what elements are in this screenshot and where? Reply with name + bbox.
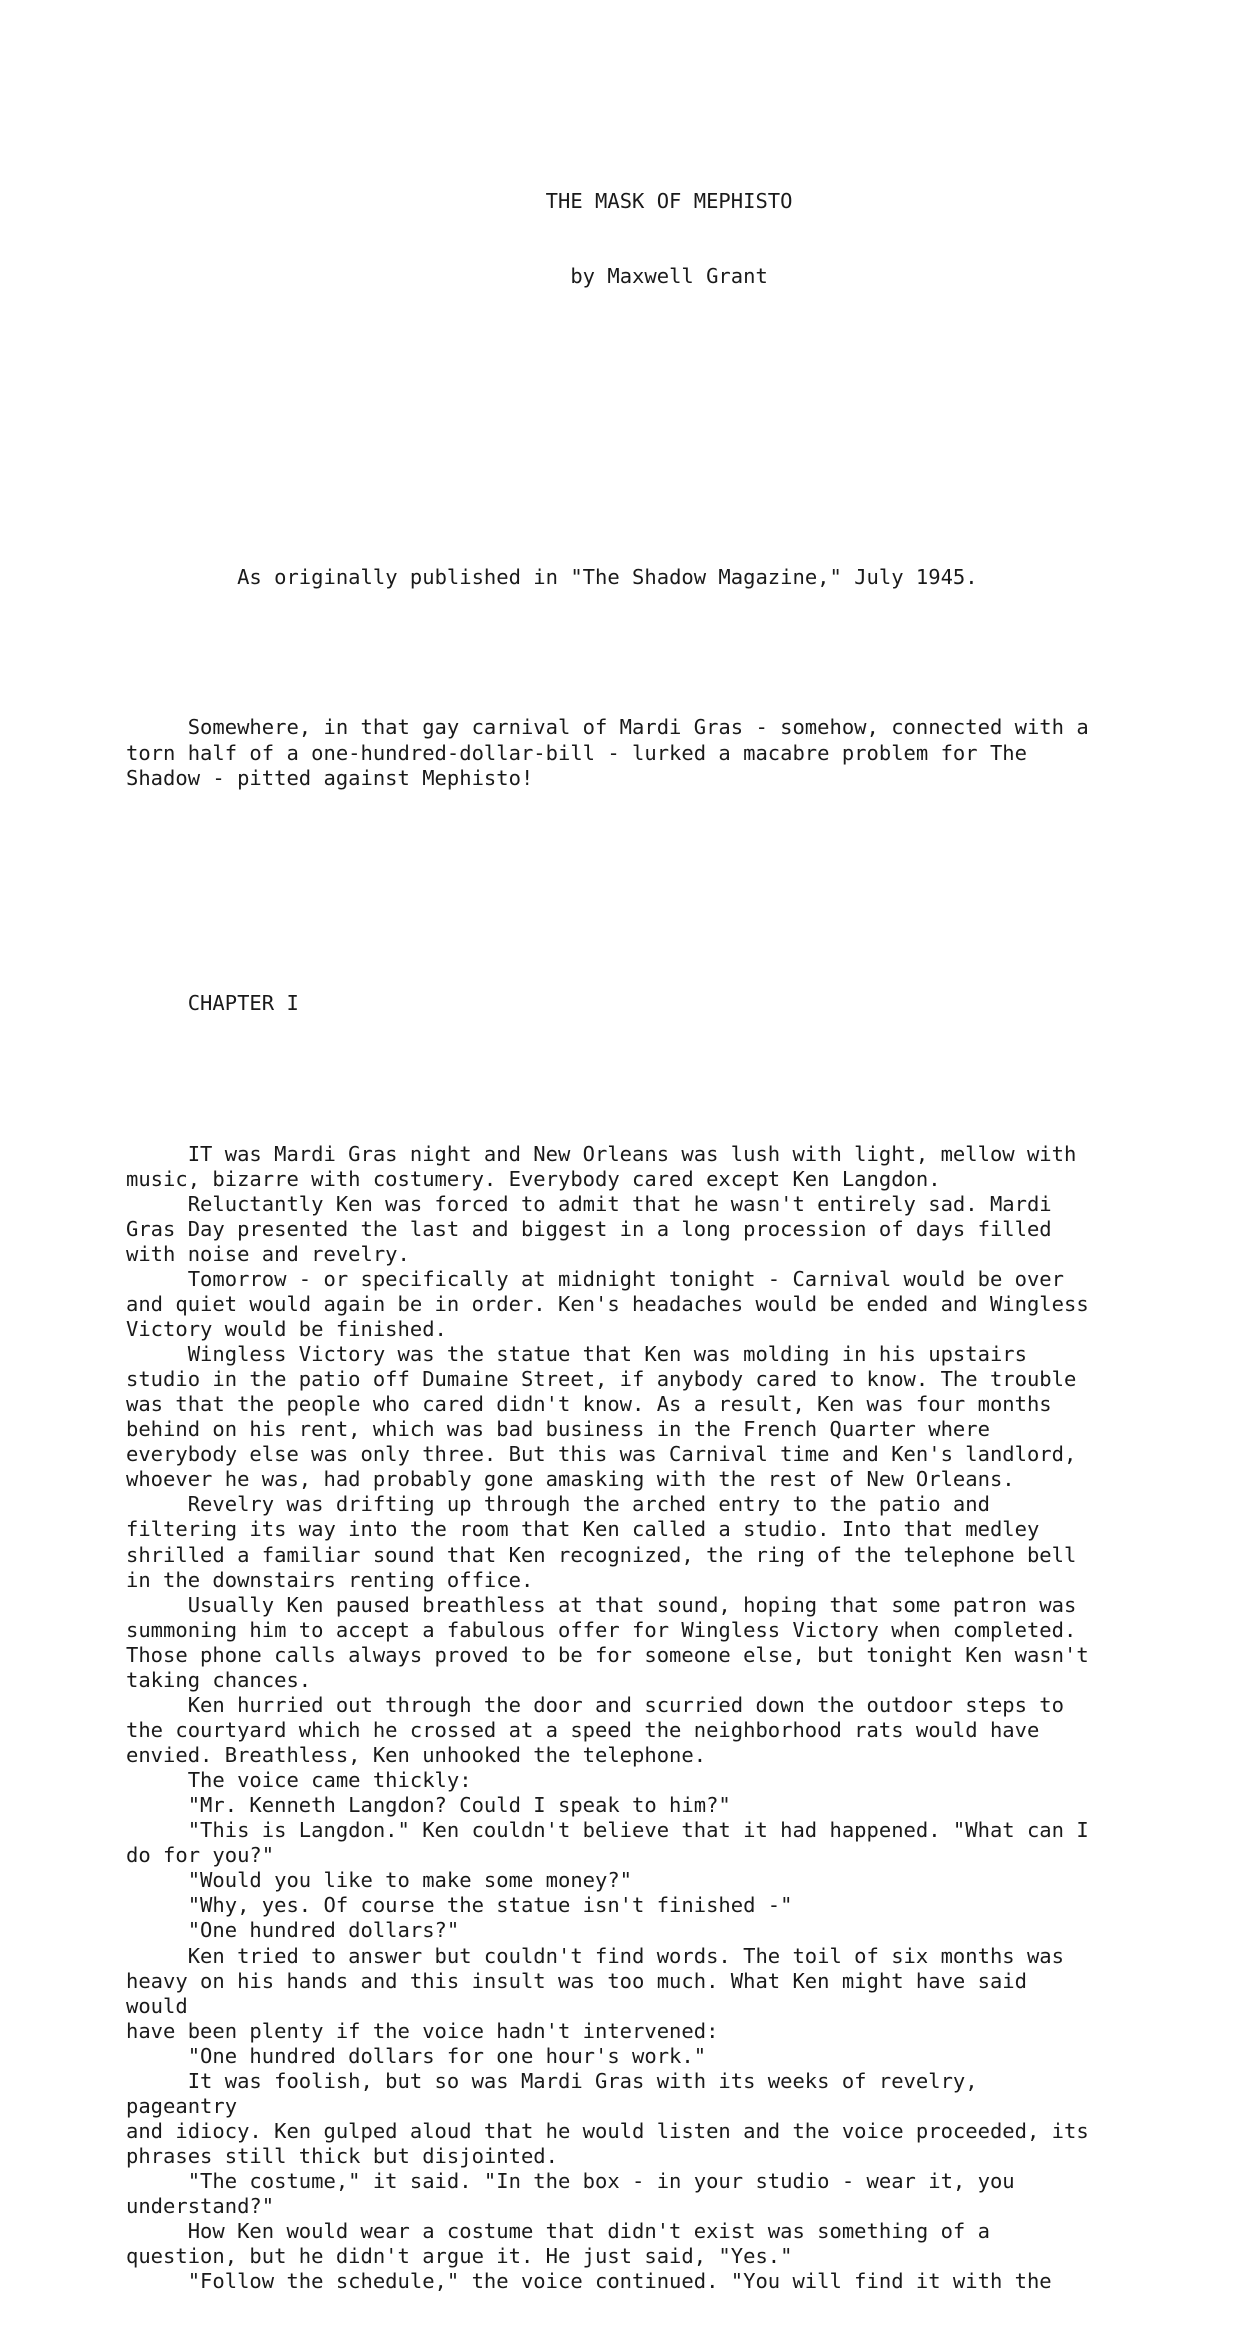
body-text-line: Those phone calls always proved to be for someone else, but tonight Ken wasn't	[126, 1642, 1089, 1667]
author-line	[126, 264, 1186, 289]
body-text-line: summoning him to accept a fabulous offer for Wingless Victory when completed.	[126, 1617, 1077, 1642]
body-text-line: with noise and revelry.	[126, 1241, 410, 1266]
body-text-line: would	[126, 1993, 188, 2018]
chapter-line	[126, 991, 1186, 1016]
publication-line	[126, 565, 1186, 590]
body-text-line: filtering its way into the room that Ken called a studio. Into that medley	[126, 1517, 1040, 1542]
body-text-line: How Ken would wear a costume that didn't exist was something of a	[126, 2219, 990, 2244]
title-line	[126, 189, 1186, 214]
body-text-line: Victory would be finished.	[126, 1316, 447, 1341]
intro-text-line: torn half of a one-hundred-dollar-bill - lurked a macabre problem for The	[126, 740, 1027, 765]
body-text-line: music, bizarre with costumery. Everybody cared except Ken Langdon.	[126, 1166, 941, 1191]
body-text-line: "This is Langdon." Ken couldn't believe that it had happened. "What can I	[126, 1818, 1089, 1843]
body-text-line: "Mr. Kenneth Langdon? Could I speak to him?"	[126, 1793, 731, 1818]
body-text-line: behind on his rent, which was bad business in the French Quarter where	[126, 1417, 990, 1442]
body-text-line: in the downstairs renting office.	[126, 1567, 534, 1592]
publication-note: As originally published in "The Shadow Magazine," July 1945.	[237, 565, 978, 590]
body-text-line: shrilled a familiar sound that Ken recognized, the ring of the telephone bell	[126, 1542, 1077, 1567]
body-text-line: IT was Mardi Gras night and New Orleans was lush with light, mellow with	[126, 1141, 1077, 1166]
body-text-line: and idiocy. Ken gulped aloud that he would listen and the voice proceeded, its	[126, 2118, 1089, 2143]
body-text-line: pageantry	[126, 2093, 238, 2118]
body-text-line: Wingless Victory was the statue that Ken was molding in his upstairs	[126, 1342, 1027, 1366]
body-text-line: studio in the patio off Dumaine Street, if anybody cared to know. The trouble	[126, 1367, 1077, 1392]
body-text-line: the courtyard which he crossed at a speed the neighborhood rats would have	[126, 1717, 1040, 1742]
body-text-line: whoever he was, had probably gone amasking with the rest of New Orleans.	[126, 1467, 1015, 1492]
body-text-line: It was foolish, but so was Mardi Gras with its weeks of revelry,	[126, 2068, 978, 2093]
body-text-line: was that the people who cared didn't know. As a result, Ken was four months	[126, 1392, 1052, 1417]
body-text-line: "Follow the schedule," the voice continued. "You will find it with the	[126, 2269, 1052, 2294]
body-text-line: do for you?"	[126, 1843, 275, 1868]
body-text-line: "One hundred dollars?"	[126, 1918, 460, 1943]
body-text-line: everybody else was only three. But this was Carnival time and Ken's landlord,	[126, 1442, 1077, 1467]
body-text-line: have been plenty if the voice hadn't intervened:	[126, 2018, 719, 2043]
intro-text-line: Shadow - pitted against Mephisto!	[126, 765, 534, 790]
body-text-line: Gras Day presented the last and biggest in a long procession of days filled	[126, 1216, 1052, 1241]
body-text-line: and quiet would again be in order. Ken's headaches would be ended and Wingless	[126, 1291, 1089, 1316]
body-text-line: The voice came thickly:	[126, 1768, 472, 1793]
body-text-line: Revelry was drifting up through the arched entry to the patio and	[126, 1492, 990, 1517]
body-text-line: Ken tried to answer but couldn't find words. The toil of six months was	[126, 1943, 1064, 1968]
body-text-line: Tomorrow - or specifically at midnight tonight - Carnival would be over	[126, 1266, 1064, 1291]
body-text-line: "Why, yes. Of course the statue isn't finished -"	[126, 1893, 793, 1918]
body-text-line: "One hundred dollars for one hour's work."	[126, 2043, 707, 2068]
body-text-line: heavy on his hands and this insult was too much. What Ken might have said	[126, 1968, 1027, 1993]
body-text-line: phrases still thick but disjointed.	[126, 2144, 558, 2168]
body-text-line: Ken hurried out through the door and scurried down the outdoor steps to	[126, 1692, 1064, 1717]
document-title: THE MASK OF MEPHISTO	[545, 189, 793, 214]
chapter-heading: CHAPTER I	[187, 991, 299, 1016]
body-text-line: understand?"	[126, 2194, 275, 2219]
document-text	[126, 139, 1186, 2345]
intro-text-line: Somewhere, in that gay carnival of Mardi Gras - somehow, connected with a	[126, 715, 1089, 740]
body-text-line: taking chances.	[126, 1667, 312, 1692]
intro-paragraph	[126, 715, 1186, 790]
body-text-line: Reluctantly Ken was forced to admit that he wasn't entirely sad. Mardi	[126, 1191, 1052, 1216]
body-text-line: question, but he didn't argue it. He just said, "Yes."	[126, 2244, 793, 2269]
body-text-line: envied. Breathless, Ken unhooked the telephone.	[126, 1743, 707, 1767]
body-text-line: "The costume," it said. "In the box - in your studio - wear it, you	[126, 2169, 1015, 2194]
body-text-line: "Would you like to make some money?"	[126, 1868, 633, 1893]
document-author: by Maxwell Grant	[570, 264, 768, 289]
chapter-body	[126, 1142, 1186, 2295]
body-text-line: Usually Ken paused breathless at that sound, hoping that some patron was	[126, 1592, 1077, 1617]
